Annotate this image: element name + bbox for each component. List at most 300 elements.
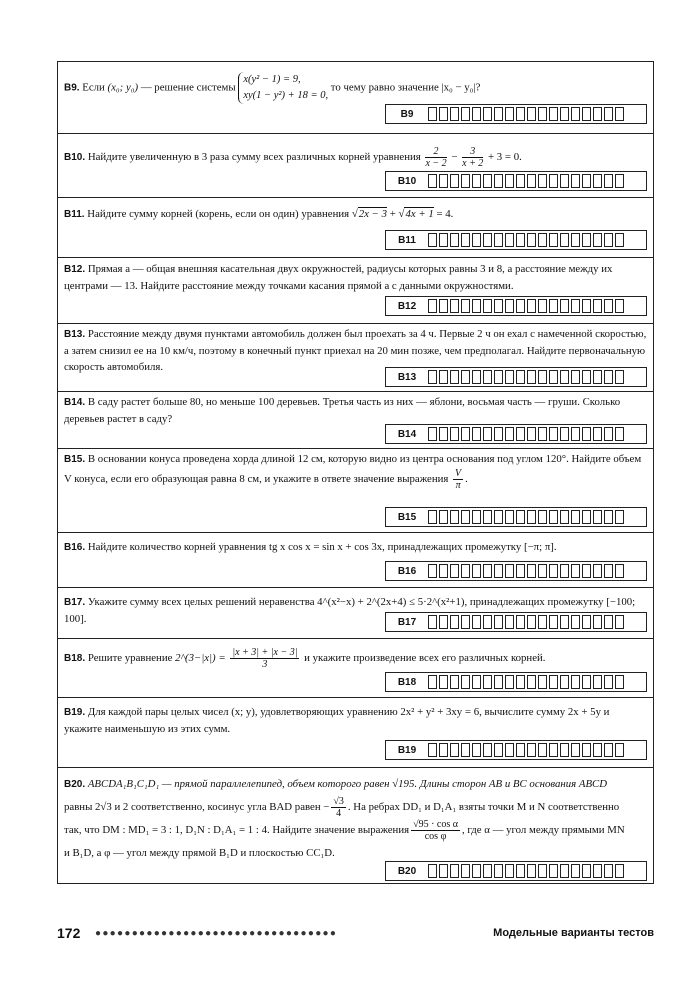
task-text: так, что DM : MD₁ = 3 : 1, D₁N : D₁A₁ = 1 : 4. Найдите значение выражения <box>64 824 410 837</box>
answer-cell[interactable] <box>615 427 624 441</box>
answer-cell[interactable] <box>472 615 481 629</box>
answer-cell[interactable] <box>516 370 525 384</box>
answer-cell[interactable] <box>450 174 459 188</box>
answer-cell[interactable] <box>428 675 437 689</box>
footer-title: Модельные варианты тестов <box>493 927 654 939</box>
answer-cell[interactable] <box>604 743 613 757</box>
answer-cell[interactable] <box>549 174 558 188</box>
answer-cell[interactable] <box>582 299 591 313</box>
answer-cell[interactable] <box>615 564 624 578</box>
task-label: B16. <box>64 542 86 553</box>
answer-cell[interactable] <box>527 299 536 313</box>
answer-cell[interactable] <box>615 299 624 313</box>
task-text: Найдите увеличенную в 3 раза сумму всех различных корней уравнения <box>87 150 421 163</box>
answer-cell[interactable] <box>428 564 437 578</box>
answer-cell[interactable] <box>593 107 602 121</box>
answer-label: B10 <box>397 175 417 187</box>
answer-label: B18 <box>397 676 417 688</box>
answer-cell[interactable] <box>593 299 602 313</box>
answer-cell[interactable] <box>472 107 481 121</box>
equation-system <box>238 72 328 104</box>
answer-cell[interactable] <box>428 510 437 524</box>
answer-cell[interactable] <box>615 675 624 689</box>
answer-cell[interactable] <box>571 615 580 629</box>
answer-label: B20 <box>397 865 417 877</box>
answer-cell[interactable] <box>505 743 514 757</box>
answer-cell[interactable] <box>549 107 558 121</box>
answer-cell[interactable] <box>483 564 492 578</box>
answer-cell[interactable] <box>571 743 580 757</box>
fraction: $\frac{3}{x + 2}$ <box>462 146 484 169</box>
answer-cell[interactable] <box>472 370 481 384</box>
answer-cell[interactable] <box>428 743 437 757</box>
answer-cell[interactable] <box>615 174 624 188</box>
answer-cell[interactable] <box>560 427 569 441</box>
task-label: B17. <box>64 597 86 608</box>
answer-box-b11[interactable] <box>385 230 647 250</box>
answer-cell[interactable] <box>483 743 492 757</box>
task-text: . На ребрах DD₁ и D₁A₁ взяты точки M и N соответственно <box>347 801 620 813</box>
answer-cell[interactable] <box>549 743 558 757</box>
answer-box-b16[interactable] <box>385 561 647 581</box>
answer-cell[interactable] <box>549 370 558 384</box>
task-b18 <box>58 639 653 698</box>
page-number: 172 <box>57 925 81 941</box>
task-b15: B15. В основании конуса проведена хорда длиной 12 см, которую видно из центра основания под углом 120°. Найдите объем V конуса, если его образующая равна 8 см, и укажите в ответе значение выражения $\frac{V}{\pi}$ . B15 <box>58 449 653 533</box>
task-label: B19. <box>64 707 86 718</box>
answer-cell[interactable] <box>461 233 470 247</box>
answer-cell[interactable] <box>516 675 525 689</box>
task-b20 <box>58 768 653 885</box>
answer-cell[interactable] <box>538 427 547 441</box>
answer-cell[interactable] <box>527 615 536 629</box>
answer-cell[interactable] <box>604 675 613 689</box>
answer-label: B17 <box>397 616 417 628</box>
answer-cell[interactable] <box>505 427 514 441</box>
answer-cell[interactable] <box>483 427 492 441</box>
fraction: $\frac{\text{√95 · cos α}}{\text{cos φ}}$ <box>413 819 458 843</box>
answer-cell[interactable] <box>516 864 525 878</box>
answer-cell[interactable] <box>428 864 437 878</box>
answer-cell[interactable] <box>428 174 437 188</box>
answer-cell[interactable] <box>450 743 459 757</box>
answer-cell[interactable] <box>527 174 536 188</box>
answer-box-b19[interactable] <box>385 740 647 760</box>
task-b13 <box>58 324 653 392</box>
task-b14 <box>58 392 653 449</box>
fraction: $\frac{|x + 3| + |x - 3|}{3}$ <box>232 647 298 670</box>
answer-cell[interactable] <box>593 427 602 441</box>
answer-cell[interactable] <box>472 233 481 247</box>
task-b16 <box>58 533 653 588</box>
answer-cell[interactable] <box>615 233 624 247</box>
answer-cell[interactable] <box>527 233 536 247</box>
answer-cell[interactable] <box>450 864 459 878</box>
answer-label: B19 <box>397 744 417 756</box>
answer-cell[interactable] <box>439 299 448 313</box>
answer-cell[interactable] <box>516 510 525 524</box>
answer-cell[interactable] <box>560 233 569 247</box>
answer-cell[interactable] <box>494 299 503 313</box>
answer-cell[interactable] <box>604 107 613 121</box>
answer-cell[interactable] <box>571 564 580 578</box>
task-text: + 3 = 0. <box>488 150 522 163</box>
answer-cell[interactable] <box>505 107 514 121</box>
radicand: 4x + 1 <box>405 208 434 220</box>
answer-cell[interactable] <box>604 233 613 247</box>
answer-cell[interactable] <box>483 233 492 247</box>
answer-cell[interactable] <box>428 427 437 441</box>
answer-cell[interactable] <box>505 510 514 524</box>
task-text: Укажите сумму всех целых решений неравенства 4^(x²−x) + 2^(2x+4) ≤ 5·2^(x²+1), принадлежащих промежутку [−100; 100]. <box>64 596 636 625</box>
math-expr: 2^(3−|x|) = <box>175 651 226 664</box>
answer-cell[interactable] <box>604 427 613 441</box>
answer-cell[interactable] <box>483 370 492 384</box>
fraction: $\frac{2}{x - 2}$ <box>425 146 447 169</box>
answer-cell[interactable] <box>472 564 481 578</box>
answer-cell[interactable] <box>516 427 525 441</box>
answer-cell[interactable] <box>461 675 470 689</box>
answer-cell[interactable] <box>582 615 591 629</box>
answer-cell[interactable] <box>549 510 558 524</box>
task-text: Расстояние между двумя пунктами автомобиль должен был проехать за 4 ч. Первые 2 ч он ехал с намеченной скоростью, а затем снизил ее на 10 км/ч, поэтому в конечный пункт приехал на 20 мин позже, чем предполагал. Найдите первоначальную скорость автомобиля. <box>64 328 647 373</box>
answer-cell[interactable] <box>483 299 492 313</box>
answer-cell[interactable] <box>505 615 514 629</box>
answer-cell[interactable] <box>582 174 591 188</box>
task-text: Решите уравнение <box>87 651 173 664</box>
answer-cell[interactable] <box>461 615 470 629</box>
answer-cell[interactable] <box>516 233 525 247</box>
answer-cell[interactable] <box>560 510 569 524</box>
task-label: B12. <box>64 264 86 275</box>
answer-cell[interactable] <box>439 564 448 578</box>
answer-cell[interactable] <box>615 510 624 524</box>
answer-cell[interactable] <box>549 564 558 578</box>
task-b17 <box>58 588 653 639</box>
answer-cell[interactable] <box>439 370 448 384</box>
answer-cell[interactable] <box>615 370 624 384</box>
answer-cell[interactable] <box>439 174 448 188</box>
answer-cell[interactable] <box>527 510 536 524</box>
task-text: то чему равно значение |x₀ − y₀|? <box>330 81 481 94</box>
answer-cell[interactable] <box>615 743 624 757</box>
task-text: равны 2√3 и 2 соответственно, косинус угла BAD равен − <box>64 801 330 813</box>
answer-cell[interactable] <box>428 370 437 384</box>
answer-cell[interactable] <box>593 370 602 384</box>
answer-cell[interactable] <box>538 615 547 629</box>
answer-cell[interactable] <box>516 743 525 757</box>
answer-cell[interactable] <box>582 370 591 384</box>
answer-cell[interactable] <box>494 564 503 578</box>
answer-cell[interactable] <box>494 615 503 629</box>
answer-box-b17[interactable] <box>385 612 647 632</box>
answer-cell[interactable] <box>571 174 580 188</box>
answer-cell[interactable] <box>538 510 547 524</box>
answer-cell[interactable] <box>472 743 481 757</box>
answer-cell[interactable] <box>538 233 547 247</box>
answer-cell[interactable] <box>505 370 514 384</box>
answer-cell[interactable] <box>472 675 481 689</box>
answer-cell[interactable] <box>538 299 547 313</box>
answer-label: B11 <box>398 234 416 246</box>
answer-cell[interactable] <box>483 107 492 121</box>
answer-cell[interactable] <box>505 233 514 247</box>
answer-cell[interactable] <box>450 615 459 629</box>
task-label: B11. <box>64 209 85 220</box>
answer-cell[interactable] <box>615 107 624 121</box>
answer-cell[interactable] <box>450 564 459 578</box>
answer-cell[interactable] <box>461 299 470 313</box>
task-label: B10. <box>64 151 86 163</box>
answer-cell[interactable] <box>571 299 580 313</box>
answer-cell[interactable] <box>527 864 536 878</box>
answer-cell[interactable] <box>538 743 547 757</box>
answer-cell[interactable] <box>428 107 437 121</box>
answer-cell[interactable] <box>604 370 613 384</box>
answer-cell[interactable] <box>439 864 448 878</box>
task-label: B14. <box>64 397 86 408</box>
answer-cell[interactable] <box>516 615 525 629</box>
answer-cell[interactable] <box>494 510 503 524</box>
answer-cell[interactable] <box>505 864 514 878</box>
answer-cell[interactable] <box>428 299 437 313</box>
answer-cell[interactable] <box>450 299 459 313</box>
answer-box-b10[interactable] <box>385 171 647 191</box>
answer-box-b9[interactable] <box>385 104 647 124</box>
answer-cell[interactable] <box>538 370 547 384</box>
answer-cell[interactable] <box>593 233 602 247</box>
answer-cell[interactable] <box>439 743 448 757</box>
answer-cell[interactable] <box>560 615 569 629</box>
answer-cell[interactable] <box>604 615 613 629</box>
answer-cell[interactable] <box>494 743 503 757</box>
answer-cell[interactable] <box>483 864 492 878</box>
task-b10: B10. Найдите увеличенную в 3 раза сумму всех различных корней уравнения $\frac{2}{x - 2}$ − $\frac{3}{x + 2}$ + 3 = 0. B10 <box>58 134 653 198</box>
answer-cell[interactable] <box>494 675 503 689</box>
task-text: Прямая a — общая внешняя касательная двух окружностей, радиусы которых равны 3 и 8, а расстояние между их центрами — 13. Найдите расстояние между точками касания прямой a с данными окружностями. <box>64 263 613 292</box>
answer-cell[interactable] <box>560 743 569 757</box>
task-b12 <box>58 258 653 324</box>
answer-cell[interactable] <box>428 233 437 247</box>
answer-cell[interactable] <box>450 370 459 384</box>
system-eq-1: x(y² − 1) = 9, <box>243 74 301 85</box>
answer-cell[interactable] <box>527 370 536 384</box>
answer-label: B13 <box>397 371 417 383</box>
answer-cell[interactable] <box>538 174 547 188</box>
answer-cell[interactable] <box>582 743 591 757</box>
answer-cell[interactable] <box>505 299 514 313</box>
answer-cell[interactable] <box>604 564 613 578</box>
answer-cell[interactable] <box>604 510 613 524</box>
answer-cell[interactable] <box>472 864 481 878</box>
answer-cell[interactable] <box>604 864 613 878</box>
answer-cell[interactable] <box>604 174 613 188</box>
answer-cell[interactable] <box>549 299 558 313</box>
answer-cell[interactable] <box>428 615 437 629</box>
answer-cell[interactable] <box>582 675 591 689</box>
answer-cell[interactable] <box>582 564 591 578</box>
answer-cell[interactable] <box>560 107 569 121</box>
answer-cell[interactable] <box>538 107 547 121</box>
answer-cell[interactable] <box>450 427 459 441</box>
tasks-frame <box>57 61 654 884</box>
answer-cell[interactable] <box>571 864 580 878</box>
answer-cell[interactable] <box>560 174 569 188</box>
answer-cell[interactable] <box>549 427 558 441</box>
answer-cell[interactable] <box>439 675 448 689</box>
answer-label: B14 <box>397 428 417 440</box>
task-text: и B₁D, а φ — угол между прямой B₁D и плоскостью CC₁D. <box>64 847 335 860</box>
answer-cell[interactable] <box>571 510 580 524</box>
answer-cell[interactable] <box>560 864 569 878</box>
answer-cell[interactable] <box>593 864 602 878</box>
answer-cell[interactable] <box>593 615 602 629</box>
answer-cell[interactable] <box>450 510 459 524</box>
task-text: Для каждой пары целых чисел (x; y), удовлетворяющих уравнению 2x² + y² + 3xy = 6, вычислите сумму 2x + 5y и укажите наименьшую из этих сумм. <box>64 706 610 735</box>
answer-box-b20[interactable] <box>385 861 647 881</box>
answer-cell[interactable] <box>582 427 591 441</box>
answer-box-b13[interactable] <box>385 367 647 387</box>
answer-cell[interactable] <box>483 174 492 188</box>
answer-cell[interactable] <box>461 864 470 878</box>
answer-cell[interactable] <box>439 107 448 121</box>
answer-label: B16 <box>397 565 417 577</box>
answer-cell[interactable] <box>593 174 602 188</box>
answer-box-b14[interactable] <box>385 424 647 444</box>
answer-cell[interactable] <box>560 675 569 689</box>
task-label: B13. <box>64 329 86 340</box>
answer-cell[interactable] <box>527 675 536 689</box>
task-b11: B11. Найдите сумму корней (корень, если он один) уравнения √2x − 3 + √4x + 1 = 4. B11 <box>58 198 653 258</box>
answer-cell[interactable] <box>450 233 459 247</box>
answer-cell[interactable] <box>560 564 569 578</box>
answer-cell[interactable] <box>505 174 514 188</box>
answer-cell[interactable] <box>472 510 481 524</box>
answer-cell[interactable] <box>593 743 602 757</box>
math-expr: (x₀; y₀) <box>107 81 139 94</box>
answer-label: B9 <box>400 108 414 120</box>
answer-cell[interactable] <box>571 107 580 121</box>
task-b19 <box>58 698 653 768</box>
answer-cell[interactable] <box>615 615 624 629</box>
answer-cell[interactable] <box>527 564 536 578</box>
page-footer <box>57 925 654 945</box>
task-label: B15. <box>64 454 86 465</box>
answer-box-b12[interactable] <box>385 296 647 316</box>
answer-cell[interactable] <box>439 233 448 247</box>
task-text: ABCDA₁B₁C₁D₁ — прямой параллелепипед, объем которого равен √195. Длины сторон AB и BC основания ABCD <box>87 778 608 790</box>
answer-cell[interactable] <box>494 174 503 188</box>
answer-cell[interactable] <box>472 174 481 188</box>
answer-cell[interactable] <box>483 615 492 629</box>
answer-cell[interactable] <box>472 299 481 313</box>
answer-cell[interactable] <box>439 615 448 629</box>
answer-cell[interactable] <box>593 675 602 689</box>
answer-cell[interactable] <box>505 675 514 689</box>
task-text: Найдите количество корней уравнения tg x cos x = sin x + cos 3x, принадлежащих промежутку [−π; π]. <box>87 541 557 553</box>
answer-label: B15 <box>397 511 417 523</box>
answer-cell[interactable] <box>461 370 470 384</box>
answer-cell[interactable] <box>494 427 503 441</box>
answer-box-b15[interactable] <box>385 507 647 527</box>
answer-cell[interactable] <box>516 564 525 578</box>
task-text: Если <box>82 81 105 94</box>
fraction: $\frac{√3}{4}$ <box>333 796 344 820</box>
answer-cell[interactable] <box>461 427 470 441</box>
answer-cell[interactable] <box>538 864 547 878</box>
answer-cell[interactable] <box>494 107 503 121</box>
task-label: B9. <box>64 82 80 94</box>
answer-cell[interactable] <box>483 675 492 689</box>
answer-cell[interactable] <box>538 564 547 578</box>
task-label: B20. <box>64 779 86 790</box>
answer-cell[interactable] <box>615 864 624 878</box>
task-text: и укажите произведение всех его различных корней. <box>304 651 546 664</box>
task-text: В основании конуса проведена хорда длиной 12 см, которую видно из центра основания под углом 120°. Найдите объем V конуса, если его образующая равна 8 см, и укажите в ответе значение выражения <box>64 453 642 485</box>
answer-cell[interactable] <box>494 864 503 878</box>
answer-cell[interactable] <box>571 427 580 441</box>
answer-cell[interactable] <box>593 564 602 578</box>
answer-cell[interactable] <box>461 510 470 524</box>
answer-cell[interactable] <box>494 370 503 384</box>
system-eq-2: xy(1 − y²) + 18 = 0, <box>243 90 329 101</box>
answer-cell[interactable] <box>571 675 580 689</box>
answer-cell[interactable] <box>582 233 591 247</box>
dotted-rule: ●●●●●●●●●●●●●●●●●●●●●●●●●●●●●●●●● <box>95 928 338 939</box>
task-label: B18. <box>64 652 86 664</box>
answer-cell[interactable] <box>450 107 459 121</box>
answer-cell[interactable] <box>483 510 492 524</box>
answer-cell[interactable] <box>494 233 503 247</box>
answer-cell[interactable] <box>527 743 536 757</box>
answer-cell[interactable] <box>439 427 448 441</box>
answer-cell[interactable] <box>461 107 470 121</box>
answer-cell[interactable] <box>582 510 591 524</box>
answer-cell[interactable] <box>461 174 470 188</box>
answer-cell[interactable] <box>439 510 448 524</box>
answer-cell[interactable] <box>560 370 569 384</box>
answer-cell[interactable] <box>549 233 558 247</box>
answer-cell[interactable] <box>472 427 481 441</box>
answer-cell[interactable] <box>516 174 525 188</box>
answer-cell[interactable] <box>461 743 470 757</box>
answer-cell[interactable] <box>505 564 514 578</box>
answer-cell[interactable] <box>527 427 536 441</box>
answer-cell[interactable] <box>549 675 558 689</box>
answer-cell[interactable] <box>571 233 580 247</box>
answer-cell[interactable] <box>516 299 525 313</box>
answer-label: B12 <box>397 300 417 312</box>
answer-cell[interactable] <box>582 864 591 878</box>
answer-cell[interactable] <box>549 615 558 629</box>
answer-cell[interactable] <box>582 107 591 121</box>
task-text: , где α — угол между прямыми MN <box>461 824 625 837</box>
answer-cell[interactable] <box>450 675 459 689</box>
task-text: В саду растет больше 80, но меньше 100 деревьев. Третья часть из них — яблони, восьмая часть — груши. Сколько деревьев растет в саду? <box>64 396 621 425</box>
answer-cell[interactable] <box>593 510 602 524</box>
answer-cell[interactable] <box>560 299 569 313</box>
answer-cell[interactable] <box>516 107 525 121</box>
answer-cell[interactable] <box>538 675 547 689</box>
answer-cell[interactable] <box>527 107 536 121</box>
task-b9 <box>58 62 653 134</box>
answer-cell[interactable] <box>604 299 613 313</box>
answer-box-b18[interactable] <box>385 672 647 692</box>
radicand: 2x − 3 <box>358 208 388 220</box>
answer-cell[interactable] <box>549 864 558 878</box>
answer-cell[interactable] <box>571 370 580 384</box>
answer-cell[interactable] <box>461 564 470 578</box>
